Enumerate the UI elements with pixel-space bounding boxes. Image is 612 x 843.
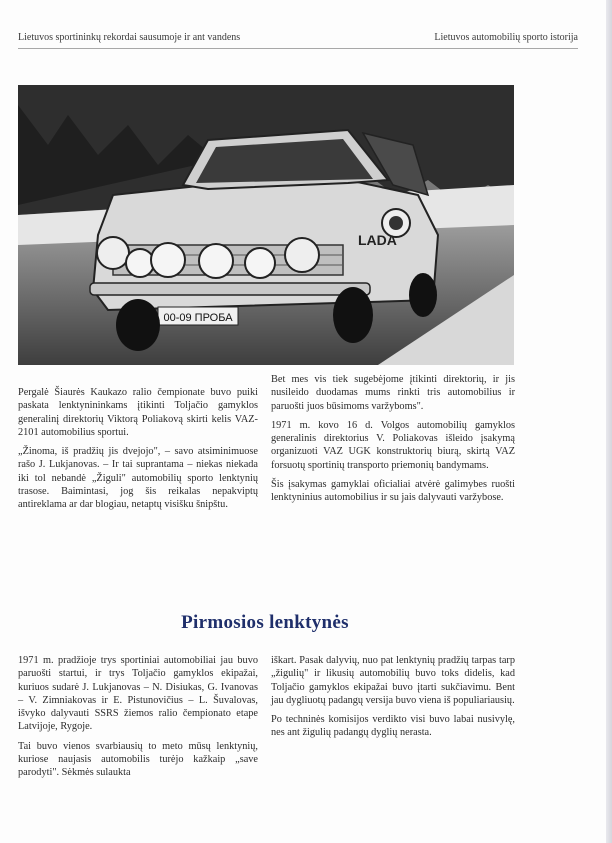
paragraph: Pergalė Šiaurės Kaukazo ralio čempionate buvo puiki paskata lenktynininkams įtikinti Toljačio gamyklos generalinį direktorių Viktorą Poliakovą skirti kelis VAZ-2101 automobilius sportui. [18,387,258,438]
paragraph: Šis įsakymas gamyklai oficialiai atvėrė galimybes ruošti lenktyninius automobilius ir su jais dalyvauti varžybose. [271,479,515,504]
license-plate: 00-09 ПРОБА [163,312,233,324]
paragraph: „Žinoma, iš pradžių jis dvejojo", – savo atsiminimuose rašo J. Lukjanovas. – Ir tai suprantama – niekas niekada iki tol nebandė „Žiguli" automobilių sporto lenktynių trasose. Baimintasi, jog šis reikalas nepakviptų antireklama ar dar blogiau, netaptų visišku šnipštu. [18,446,258,511]
paragraph: Po techninės komisijos verdikto visi buvo labai nusivylę, nes ant žigulių padangų dyglių nerasta. [271,714,515,739]
paragraph: Tai buvo vienos svarbiausių to meto mūsų lenktynių, kuriose naujasis automobilis turėjo kažkaip „save parodyti". Sėkmės sulaukta [18,740,258,779]
header-rule [18,48,578,49]
text-column-bottom-left [18,654,258,786]
header-right: Lietuvos automobilių sporto istorija [434,32,578,43]
car-brand-text: LADA [358,232,397,248]
paragraph: 1971 m. kovo 16 d. Volgos automobilių gamyklos generalinis direktorius V. Poliakovas išleido įsakymą organizuoti VAZ UGK konstruktorių biurą, skirtą VAZ forsuotų sportinių transporto priemonių bandymams. [271,419,515,471]
page-edge [606,0,612,843]
text-column-bottom-right [271,654,515,746]
text-column-top-right [271,373,515,511]
paragraph: 1971 m. pradžioje trys sportiniai automobiliai jau buvo paruošti startui, ir trys Toljačio gamyklos ekipažai, kuriuos sudarė J. Lukjanovas – N. Disiukas, G. Ivanovas – V. Zimniakovas ir E. Pistunovičius – L. Šuvalovas, išvyko dalyvauti SSRS žiemos ralio čempionato etape Latvijoje, Rygoje. [18,655,258,733]
paragraph: iškart. Pasak dalyvių, nuo pat lenktynių pradžių tarpas tarp „žigulių" ir likusių automobilių buvo toks didelis, kad Toljačio gamyklos ekipažai buvo įtarti sukčiavimu. Bent jau dygliuotų padangų versija buvo viena iš populiariausių. [271,655,515,706]
header-left: Lietuvos sportininkų rekordai sausumoje ir ant vandens [18,32,241,43]
section-title: Pirmosios lenktynės [181,612,349,633]
rally-car-photo [18,85,514,365]
text-column-top-left [18,386,258,518]
paragraph: Bet mes vis tiek sugebėjome įtikinti direktorių, ir jis nusileido duodamas mums rinkti tris automobilius ir paruošti juos būsimoms varžyboms". [271,374,515,412]
